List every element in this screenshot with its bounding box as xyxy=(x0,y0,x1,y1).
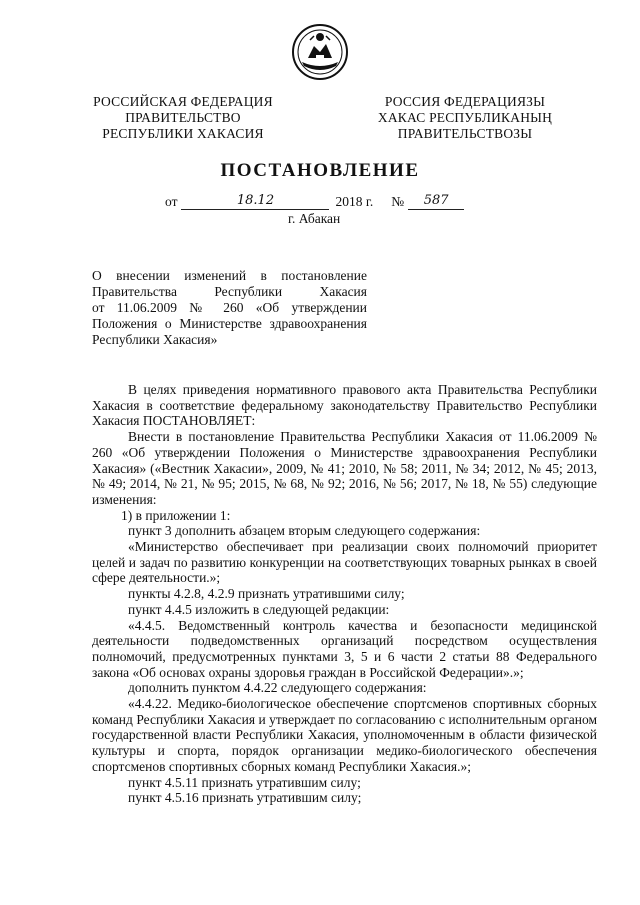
subject-line: Положения о Министерстве здравоохранения xyxy=(92,316,367,331)
body-paragraph: «4.4.22. Медико-биологическое обеспечение спортсменов спортивных сборных команд Республики Хакасия и утверждает по согласованию с исполнительным органом государственной власти Республики Хакасия, уполномоченным в области физической культуры и спорта, порядок организации медико-биологического обеспечения спортсменов спортивных сборных команд Республики Хакасия.»; xyxy=(92,696,597,774)
body-paragraph: пункт 3 дополнить абзацем вторым следующего содержания: xyxy=(128,523,481,539)
body-paragraph: «Министерство обеспечивает при реализации своих полномочий приоритет целей и задач по развитию конкуренции на соответствующих товарных рынках в своей сфере деятельности.»; xyxy=(92,539,597,586)
subject-block xyxy=(92,268,367,348)
header-left xyxy=(88,94,278,142)
subject-line: от 11.06.2009 № 260 «Об утверждении xyxy=(92,300,367,315)
body-paragraph: дополнить пунктом 4.4.22 следующего содержания: xyxy=(128,680,427,696)
header-left-line: РОССИЙСКАЯ ФЕДЕРАЦИЯ xyxy=(93,94,273,109)
from-label: от xyxy=(165,194,178,209)
subject-line: Республики Хакасия» xyxy=(92,332,218,347)
subject-line: О внесении изменений в постановление xyxy=(92,268,367,283)
body-paragraph: «4.4.5. Ведомственный контроль качества и безопасности медицинской деятельности подведомственных организаций посредством осуществления полномочий, предусмотренных пунктами 3, 5 и 6 части 2 статьи 88 Федерального закона «Об основах охраны здоровья граждан в Российской Федерации».»; xyxy=(92,617,597,680)
header-right-line: ПРАВИТЕЛЬСТВОЗЫ xyxy=(397,126,533,141)
subject-line: Правительства Республики Хакасия xyxy=(92,284,367,299)
handwritten-number: 587 xyxy=(408,194,464,210)
header-right xyxy=(370,94,560,142)
year-suffix: 2018 г. xyxy=(335,194,374,209)
handwritten-date: 18.12 xyxy=(181,194,329,210)
number-label: № xyxy=(391,194,405,209)
document-body xyxy=(92,382,597,806)
header-right-line: РОССИЯ ФЕДЕРАЦИЯЗЫ xyxy=(384,94,546,109)
body-paragraph: пункт 4.5.16 признать утратившим силу; xyxy=(128,790,362,806)
body-paragraph: 1) в приложении 1: xyxy=(121,507,231,523)
document-title: ПОСТАНОВЛЕНИЕ xyxy=(220,160,420,181)
body-paragraph: пункт 4.4.5 изложить в следующей редакции: xyxy=(128,601,390,617)
coat-of-arms-icon xyxy=(290,22,350,82)
body-paragraph: пункты 4.2.8, 4.2.9 признать утратившими силу; xyxy=(128,586,405,602)
header-left-line: ПРАВИТЕЛЬСТВО xyxy=(125,110,241,125)
header-right-line: ХАКАС РЕСПУБЛИКАНЫҢ xyxy=(377,110,553,125)
body-paragraph: пункт 4.5.11 признать утратившим силу; xyxy=(128,774,361,790)
date-line xyxy=(165,194,464,210)
body-paragraph: В целях приведения нормативного правового акта Правительства Республики Хакасия в соответствие федеральному законодательству Правительство Республики Хакасия ПОСТАНОВЛЯЕТ: xyxy=(92,382,597,429)
city: г. Абакан xyxy=(288,211,341,226)
body-paragraph: Внести в постановление Правительства Республики Хакасия от 11.06.2009 № 260 «Об утверждении Положения о Министерстве здравоохранения Республики Хакасия» («Вестник Хакасии», 2009, № 41; 2010, № 58; 2011, № 34; 2012, № 45; 2013, № 49; 2014, № 21, № 95; 2015, № 68, № 92; 2016, № 56; 2017, № 18, № 55) следующие изменения: xyxy=(92,429,597,507)
header-left-line: РЕСПУБЛИКИ ХАКАСИЯ xyxy=(102,126,264,141)
